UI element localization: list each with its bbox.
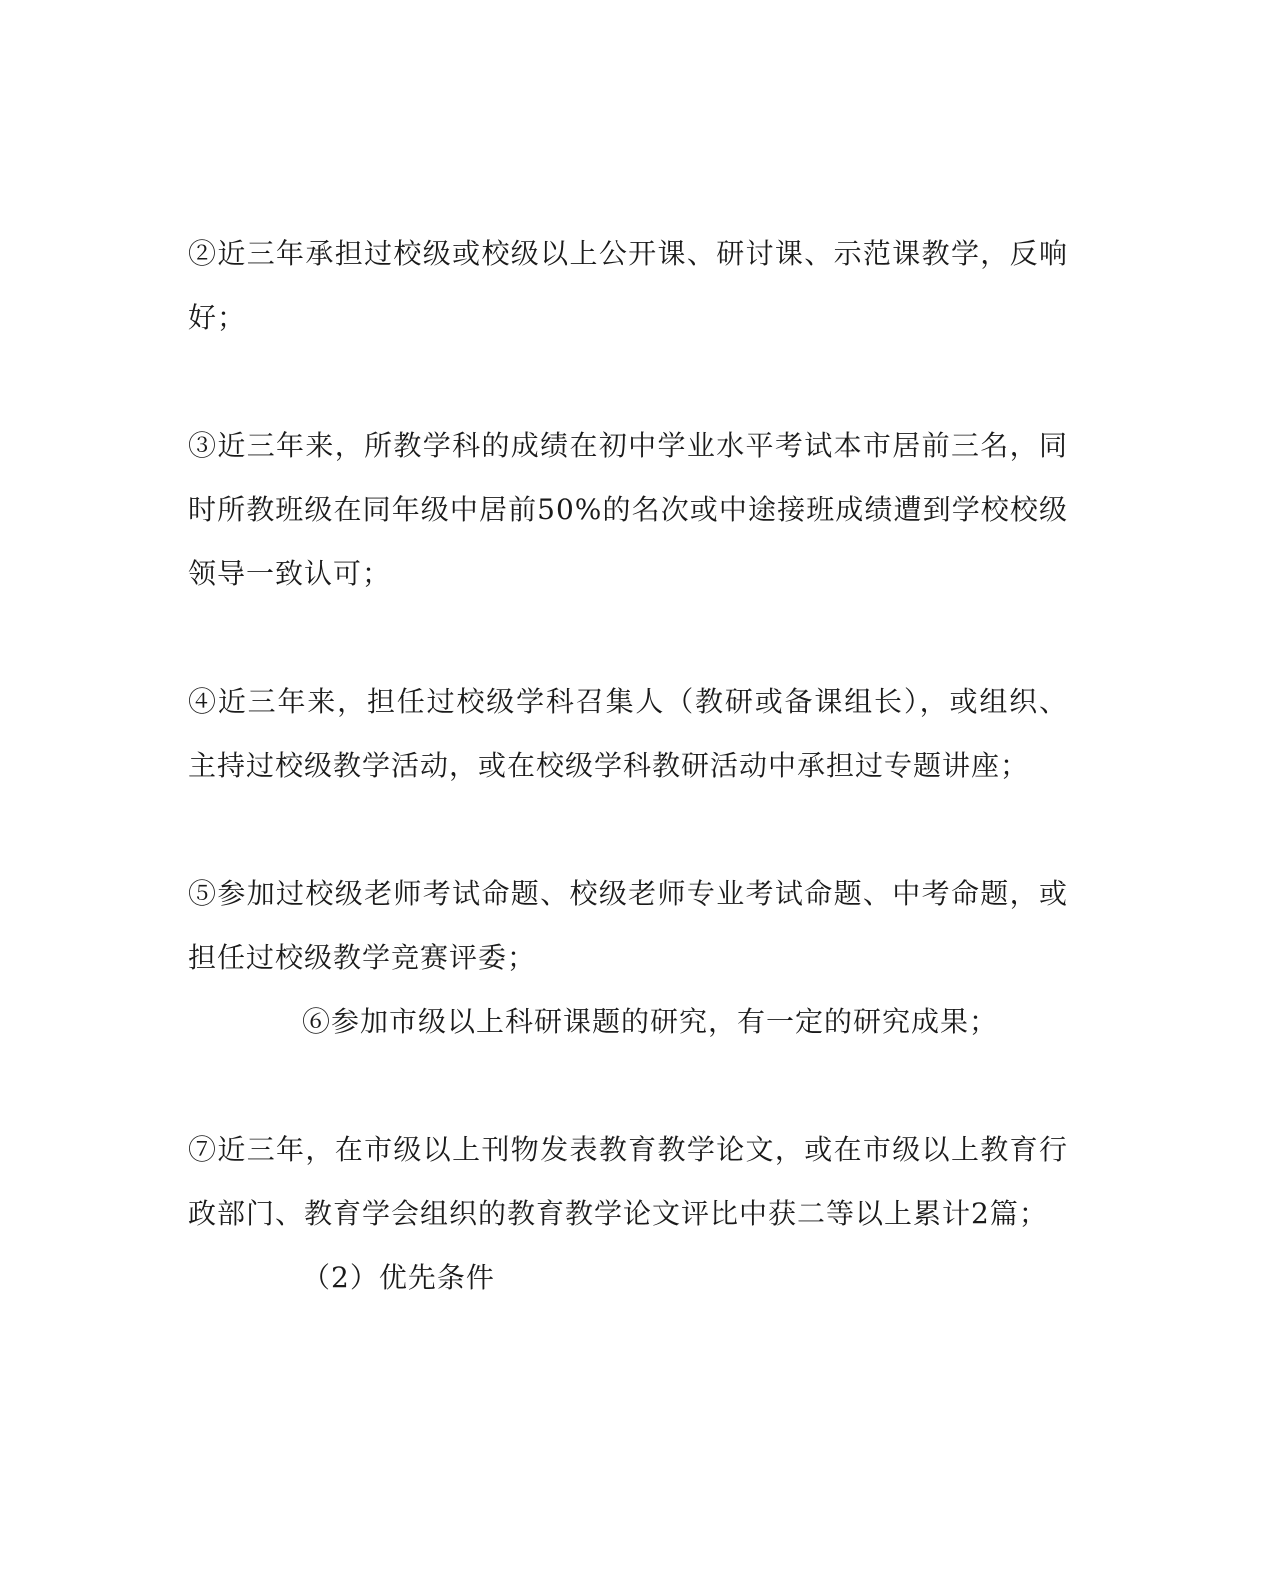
section-heading-priority-conditions: （2）优先条件 (302, 1261, 495, 1294)
paragraph-item-7: ⑦近三年，在市级以上刊物发表教育教学论文，或在市级以上教育行政部门、教育学会组织的教育教学论文评比中获二等以上累计2篇； (188, 1133, 1068, 1230)
paragraph-item-5: ⑤参加过校级老师考试命题、校级老师专业考试命题、中考命题，或担任过校级教学竞赛评委； (188, 877, 1068, 974)
paragraph-item-6: ⑥参加市级以上科研课题的研究，有一定的研究成果； (302, 1005, 999, 1038)
paragraph-item-2: ②近三年承担过校级或校级以上公开课、研讨课、示范课教学，反响好； (188, 237, 1068, 334)
paragraph-item-4: ④近三年来，担任过校级学科召集人（教研或备课组长），或组织、主持过校级教学活动，或在校级学科教研活动中承担过专题讲座； (188, 685, 1068, 782)
document-body (188, 222, 1068, 1310)
paragraph-item-3: ③近三年来，所教学科的成绩在初中学业水平考试本市居前三名，同时所教班级在同年级中居前50%的名次或中途接班成绩遭到学校校级领导一致认可； (188, 429, 1068, 590)
